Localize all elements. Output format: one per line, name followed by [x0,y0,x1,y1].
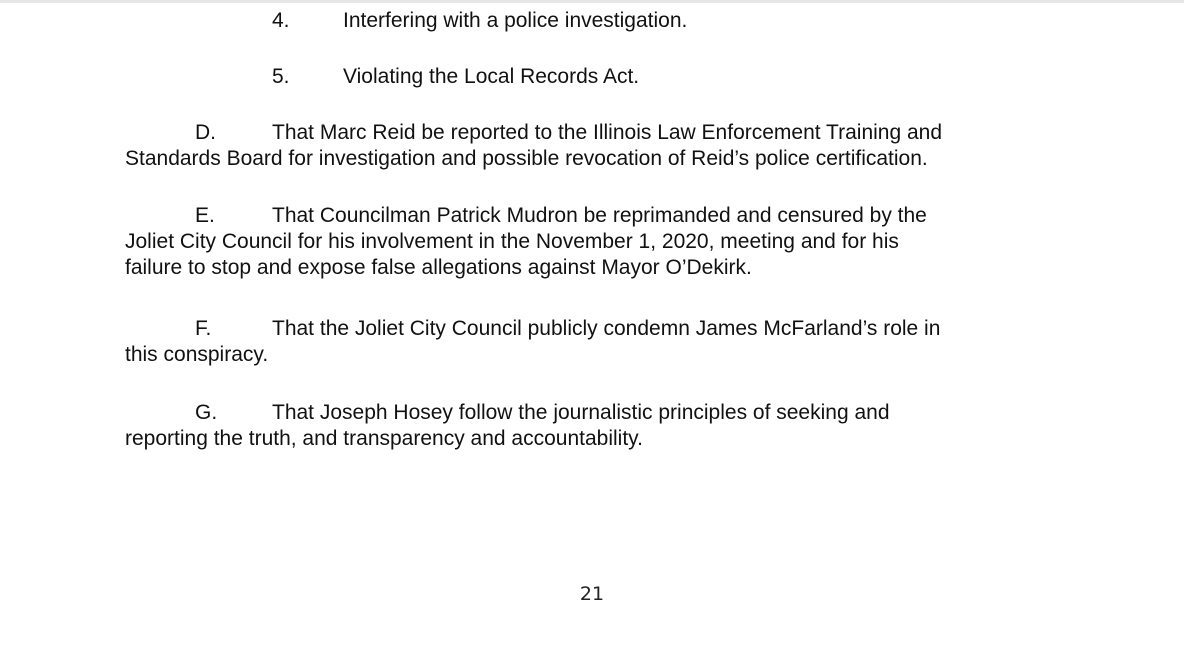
paragraph-line: That Marc Reid be reported to the Illinois Law Enforcement Training and [272,121,943,144]
paragraph-line: Joliet City Council for his involvement in the November 1, 2020, meeting and for his [125,230,899,253]
list-item-text: Interfering with a police investigation. [343,9,688,32]
paragraph-e [125,203,1065,281]
paragraph-letter: D. [195,121,216,144]
paragraph-d [125,120,1065,172]
paragraph-g [125,400,1065,452]
list-item-text: Violating the Local Records Act. [343,65,640,88]
paragraph-line: That the Joliet City Council publicly condemn James McFarland’s role in [272,317,941,340]
paragraph-line: Standards Board for investigation and possible revocation of Reid’s police certification. [125,147,928,170]
list-item-number: 4. [272,9,290,32]
list-item-5 [272,64,639,90]
paragraph-line: That Councilman Patrick Mudron be reprimanded and censured by the [272,204,927,227]
paragraph-line: reporting the truth, and transparency and accountability. [125,427,643,450]
paragraph-line: this conspiracy. [125,343,269,366]
paragraph-letter: F. [195,317,212,340]
paragraph-line: failure to stop and expose false allegations against Mayor O’Dekirk. [125,256,752,279]
list-item-4 [272,8,687,34]
paragraph-f [125,316,1065,368]
paragraph-line: That Joseph Hosey follow the journalistic principles of seeking and [272,401,890,424]
list-item-number: 5. [272,65,290,88]
paragraph-letter: E. [195,204,215,227]
page-number: 21 [579,583,605,605]
paragraph-letter: G. [195,401,218,424]
